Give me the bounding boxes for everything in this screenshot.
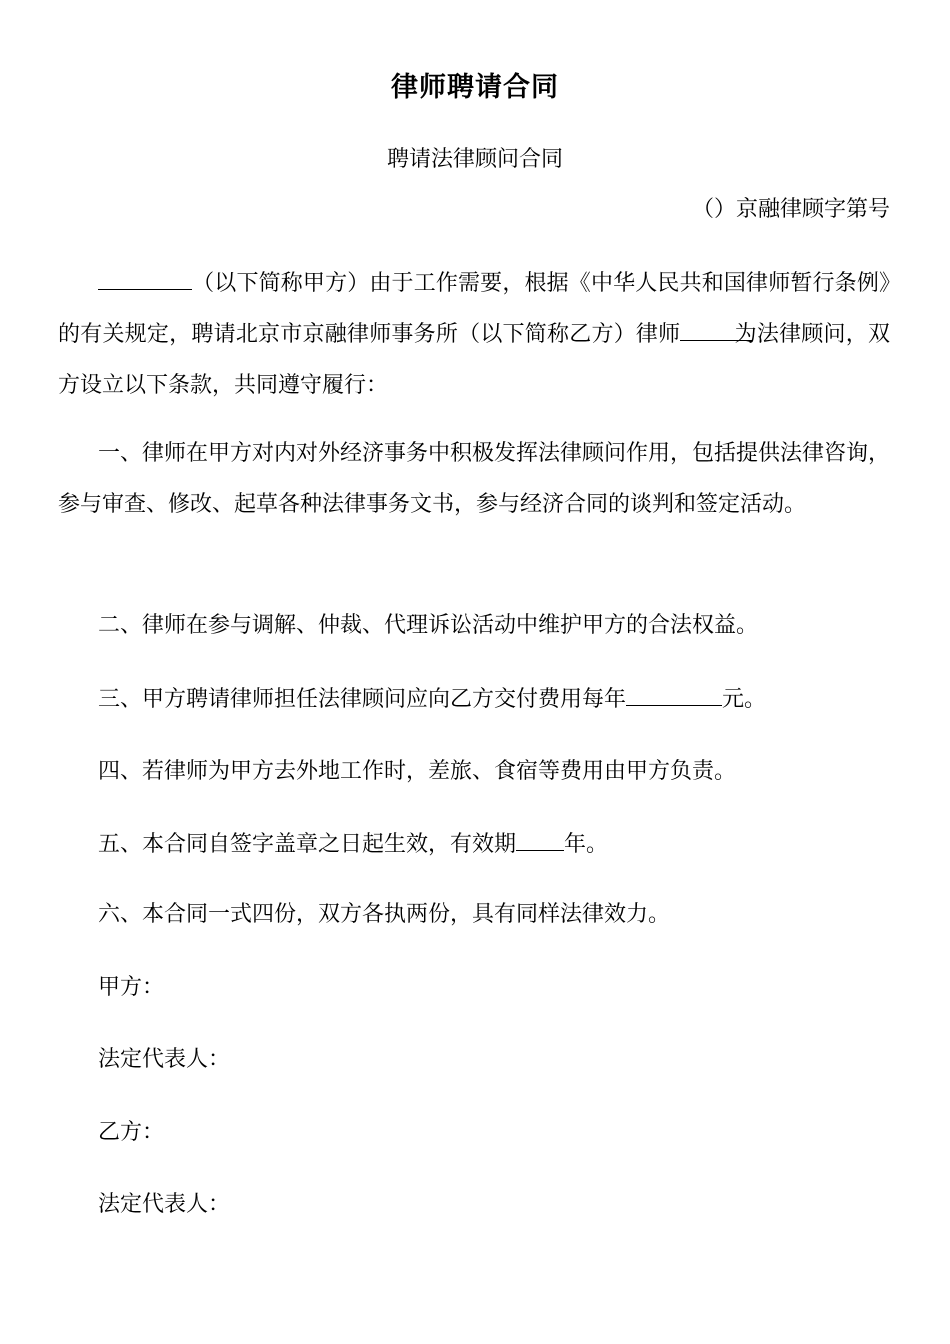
- clause-3-unit: 元。: [722, 687, 767, 712]
- clause-5-text: 五、本合同自签字盖章之日起生效，有效期: [98, 832, 517, 857]
- party-a-label: 甲方：: [98, 975, 165, 1000]
- document-title: 律师聘请合同: [391, 72, 559, 103]
- clause-5: [98, 828, 890, 861]
- lawyer-name-blank-continued: [712, 318, 734, 341]
- party-b-representative-label: 法定代表人：: [98, 1192, 231, 1217]
- clause-5-unit: 年。: [564, 832, 609, 857]
- clause-4: 四、若律师为甲方去外地工作时，差旅、食宿等费用由甲方负责。: [98, 759, 737, 784]
- party-a-representative-label: 法定代表人：: [98, 1047, 231, 1072]
- intro-text-part2: 为法律顾问，双方设立以下条款，共同遵守履行：: [58, 322, 890, 398]
- document-subtitle: 聘请法律顾问合同: [386, 147, 563, 172]
- intro-paragraph: [58, 258, 890, 411]
- clause-2: 二、律师在参与调解、仲裁、代理诉讼活动中维护甲方的合法权益。: [98, 613, 759, 638]
- clause-1: 一、律师在甲方对内对外经济事务中积极发挥法律顾问作用，包括提供法律咨询，参与审查、修改、起草各种法律事务文书，参与经济合同的谈判和签定活动。: [58, 441, 891, 517]
- intro-text-part1: （以下简称甲方）由于工作需要，根据《中华人民共和国律师暂行条例》的有关规定，聘请北京市京融律师事务所（以下简称乙方）律师: [58, 271, 890, 347]
- party-b-label: 乙方：: [98, 1120, 165, 1145]
- clause-3-text: 三、甲方聘请律师担任法律顾问应向乙方交付费用每年: [98, 687, 627, 712]
- validity-years-blank: [516, 828, 564, 851]
- party-a-name-blank: [98, 267, 192, 290]
- annual-fee-blank: [626, 683, 722, 706]
- document-number: （）京融律顾字第号: [691, 197, 890, 222]
- clause-6: 六、本合同一式四份，双方各执两份，具有同样法律效力。: [98, 902, 671, 927]
- clause-3: [98, 683, 890, 716]
